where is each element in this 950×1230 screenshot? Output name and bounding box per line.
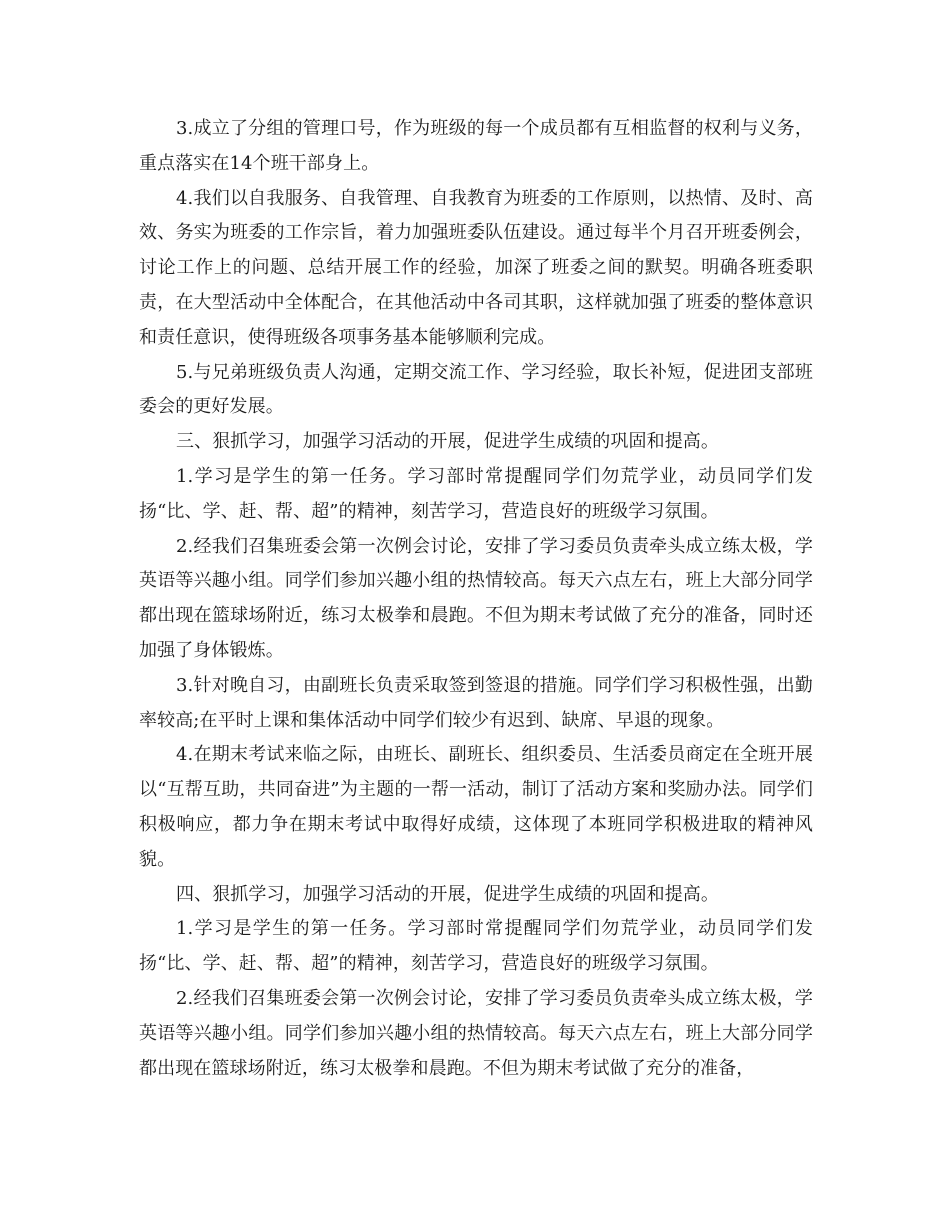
paragraph-item-1: 1.学习是学生的第一任务。学习部时常提醒同学们勿荒学业，动员同学们发扬“比、学、赶、帮、超”的精神，刻苦学习，营造良好的班级学习氛围。 xyxy=(139,465,813,522)
section-heading-4: 四、狠抓学习，加强学习活动的开展，促进学生成绩的巩固和提高。 xyxy=(176,883,719,905)
paragraph-item-4: 4.我们以自我服务、自我管理、自我教育为班委的工作原则，以热情、及时、高效、务实为班委的工作宗旨，着力加强班委队伍建设。通过每半个月召开班委例会，讨论工作上的问题、总结开展工作的经验，加深了班委之间的默契。明确各班委职责，在大型活动中全体配合，在其他活动中各司其职，这样就加强了班委的整体意识和责任意识，使得班级各项事务基本能够顺利完成。 xyxy=(139,187,813,348)
paragraph-item-4b: 4.在期末考试来临之际，由班长、副班长、组织委员、生活委员商定在全班开展以“互帮互助，共同奋进”为主题的一帮一活动，制订了活动方案和奖励办法。同学们积极响应，都力争在期末考试中取得好成绩，这体现了本班同学积极进取的精神风貌。 xyxy=(139,744,813,870)
paragraph-item-5: 5.与兄弟班级负责人沟通，定期交流工作、学习经验，取长补短，促进团支部班委会的更好发展。 xyxy=(139,361,813,418)
paragraph-item-3b: 3.针对晚自习，由副班长负责采取签到签退的措施。同学们学习积极性强，出勤率较高;在平时上课和集体活动中同学们较少有迟到、缺席、早退的现象。 xyxy=(139,674,813,731)
paragraph-item-2b: 2.经我们召集班委会第一次例会讨论，安排了学习委员负责牵头成立练太极，学英语等兴趣小组。同学们参加兴趣小组的热情较高。每天六点左右，班上大部分同学都出现在篮球场附近，练习太极拳和晨跑。不但为期末考试做了充分的准备， xyxy=(139,987,813,1079)
paragraph-item-2: 2.经我们召集班委会第一次例会讨论，安排了学习委员负责牵头成立练太极，学英语等兴趣小组。同学们参加兴趣小组的热情较高。每天六点左右，班上大部分同学都出现在篮球场附近，练习太极拳和晨跑。不但为期末考试做了充分的准备，同时还加强了身体锻炼。 xyxy=(139,535,813,661)
section-heading-3: 三、狠抓学习，加强学习活动的开展，促进学生成绩的巩固和提高。 xyxy=(176,431,719,453)
paragraph-item-1b: 1.学习是学生的第一任务。学习部时常提醒同学们勿荒学业，动员同学们发扬“比、学、赶、帮、超”的精神，刻苦学习，营造良好的班级学习氛围。 xyxy=(139,918,813,975)
document-body xyxy=(139,112,813,1086)
paragraph-item-3: 3.成立了分组的管理口号，作为班级的每一个成员都有互相监督的权利与义务，重点落实在14个班干部身上。 xyxy=(139,118,813,174)
